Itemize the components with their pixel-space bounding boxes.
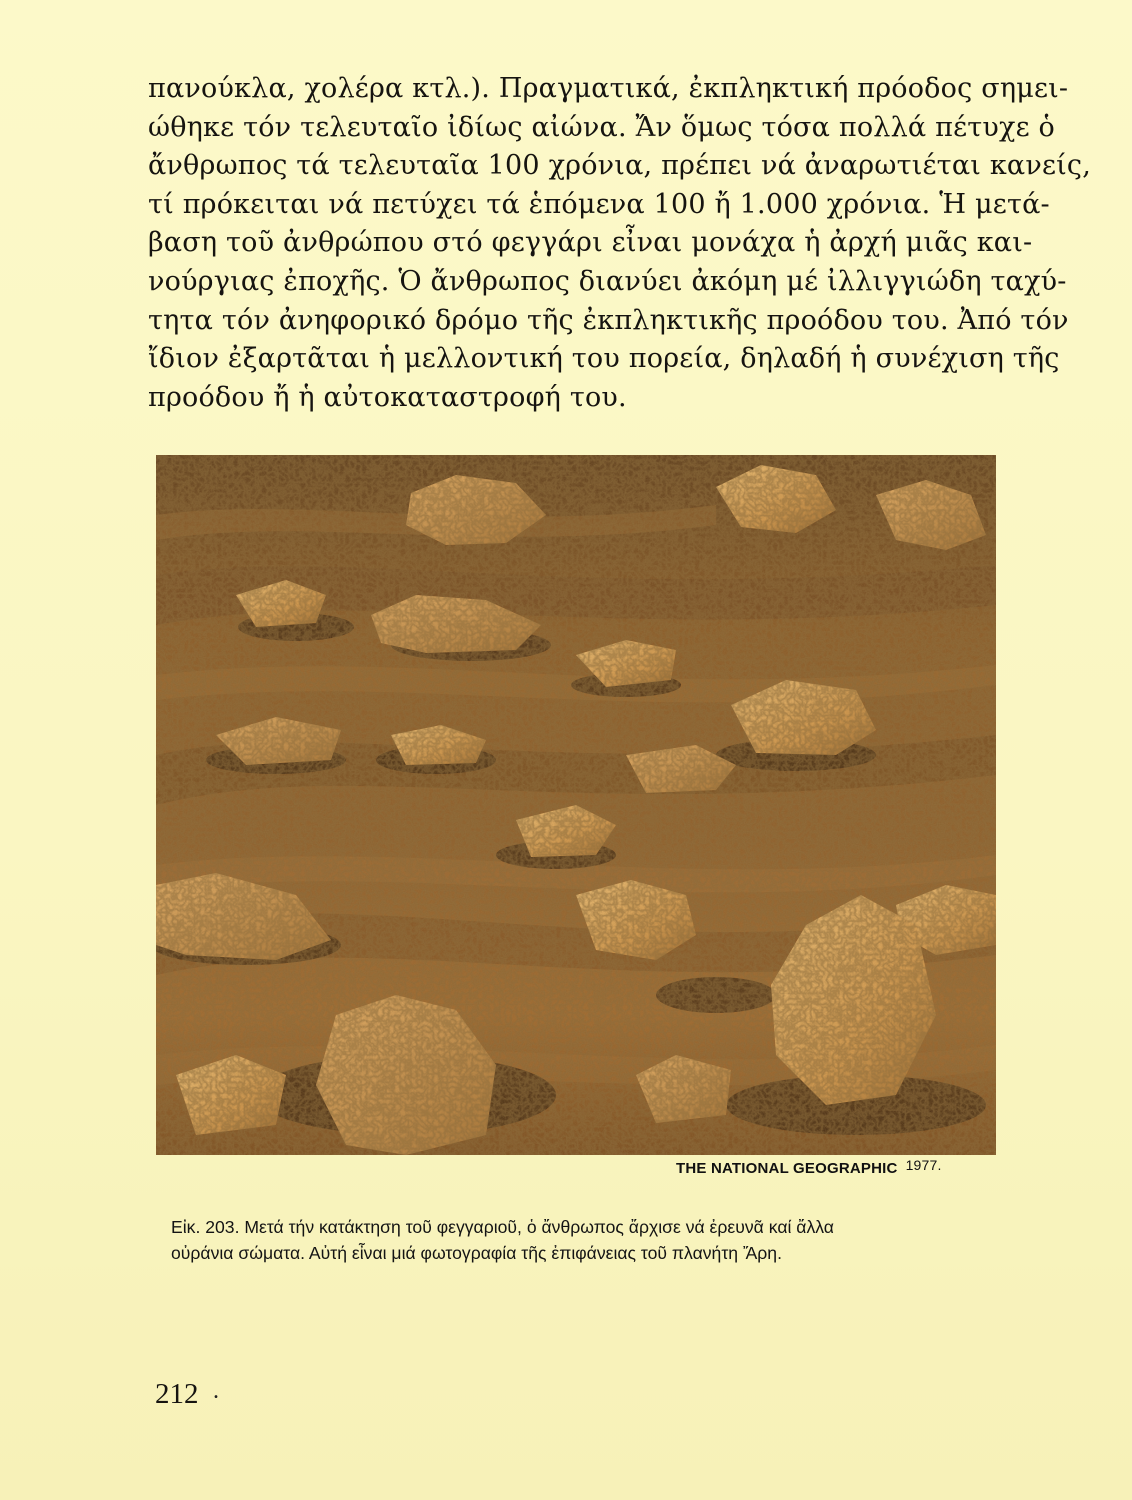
figure-caption: [171, 1214, 991, 1266]
body-line: ώθηκε τόν τελευταῖο ἰδίως αἰώνα. Ἄν ὅμως τόσα πολλά πέτυχε ὁ: [148, 111, 1055, 143]
body-line: τί πρόκειται νά πετύχει τά ἑπόμενα 100 ἤ 1.000 χρόνια. Ἡ μετά-: [148, 188, 1050, 220]
body-line: βαση τοῦ ἀνθρώπου στό φεγγάρι εἶναι μονάχα ἡ ἀρχή μιᾶς και-: [148, 227, 1033, 259]
photo-credit-year: 1977.: [905, 1157, 942, 1173]
photo-credit-source: THE NATIONAL GEOGRAPHIC: [676, 1160, 898, 1177]
body-line: ἴδιον ἐξαρτᾶται ἡ μελλοντική του πορεία, δηλαδή ἡ συνέχιση τῆς: [148, 343, 1060, 375]
mars-surface-photo: [156, 455, 996, 1155]
body-line: πανούκλα, χολέρα κτλ.). Πραγματικά, ἐκπληκτική πρόοδος σημει-: [148, 73, 1069, 104]
body-line: τητα τόν ἀνηφορικό δρόμο τῆς ἐκπληκτικῆς προόδου του. Ἀπό τόν: [148, 304, 1069, 336]
body-line: ἄνθρωπος τά τελευταῖα 100 χρόνια, πρέπει νά ἀναρωτιέται κανείς,: [148, 150, 1092, 182]
caption-line: Εἰκ. 203. Μετά τήν κατάκτηση τοῦ φεγγαριοῦ, ὁ ἄνθρωπος ἄρχισε νά ἐρευνᾶ καί ἄλλα: [171, 1217, 834, 1237]
photo-credit: [676, 1157, 966, 1177]
page-number-mark: .: [213, 1378, 219, 1404]
body-line: νούργιας ἐποχῆς. Ὁ ἄνθρωπος διανύει ἀκόμη μέ ἰλλιγγιώδη ταχύ-: [148, 265, 1067, 297]
caption-line: οὐράνια σώματα. Αὐτή εἶναι μιά φωτογραφία τῆς ἐπιφάνειας τοῦ πλανήτη Ἄρη.: [171, 1243, 782, 1263]
body-line-last: προόδου ἤ ἡ αὐτοκαταστροφή του.: [148, 381, 627, 413]
page-number: 212: [155, 1378, 199, 1410]
body-paragraph: [148, 70, 1092, 417]
